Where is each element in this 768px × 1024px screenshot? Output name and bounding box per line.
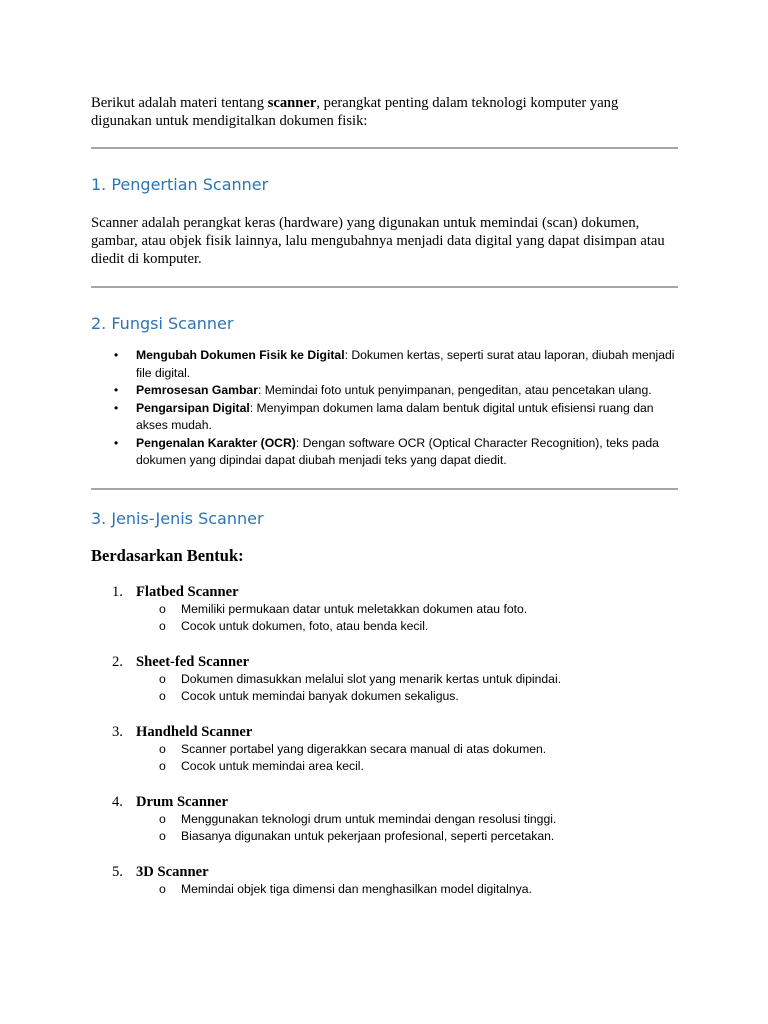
scanner-type-title: Handheld Scanner — [136, 723, 253, 740]
sub-list — [91, 881, 678, 899]
sub-list — [91, 811, 678, 846]
sub-list-item — [91, 758, 678, 776]
list-item-term: Pemrosesan Gambar — [136, 383, 258, 397]
sub-list-text: Cocok untuk memindai area kecil. — [181, 759, 364, 773]
bullet-icon: • — [114, 383, 119, 397]
list-item-term: Pengenalan Karakter (OCR) — [136, 435, 296, 450]
circle-bullet-icon: o — [159, 881, 166, 896]
sub-list-item — [91, 881, 678, 899]
sub-list-item — [91, 811, 678, 829]
sub-list-text: Memindai objek tiga dimensi dan menghasilkan model digitalnya. — [181, 881, 532, 896]
section-heading-jenis: 3. Jenis-Jenis Scanner — [91, 508, 264, 528]
list-item-desc: : Menyimpan dokumen lama dalam bentuk digital untuk efisiensi ruang dan akses mudah. — [136, 400, 654, 432]
scanner-types-list — [91, 583, 678, 899]
horizontal-rule — [91, 488, 678, 490]
list-item-term: Mengubah Dokumen Fisik ke Digital — [136, 348, 345, 362]
sub-list-item — [91, 601, 678, 619]
sub-list — [91, 601, 678, 636]
pengertian-paragraph: Scanner adalah perangkat keras (hardware) yang digunakan untuk memindai (scan) dokumen, gambar, atau objek fisik lainnya, lalu mengubahnya menjadi data digital yang dapat disimpan atau diedit di komputer. — [91, 215, 665, 267]
section-heading-pengertian: 1. Pengertian Scanner — [91, 175, 269, 194]
sub-list-text: Cocok untuk memindai banyak dokumen sekaligus. — [181, 689, 459, 703]
scanner-type-title: Drum Scanner — [136, 793, 229, 810]
scanner-type-item — [91, 723, 678, 776]
sub-list — [91, 671, 678, 706]
item-number: 4. — [112, 793, 123, 810]
list-item-desc: : Dokumen kertas, seperti surat atau laporan, diubah menjadi file digital. — [136, 348, 675, 380]
bullet-icon: • — [114, 348, 119, 362]
scanner-type-title: Sheet-fed Scanner — [136, 653, 250, 670]
intro-text-start: Berikut adalah materi tentang — [91, 95, 268, 111]
circle-bullet-icon: o — [159, 759, 166, 773]
fungsi-list — [91, 347, 678, 470]
scanner-type-item — [91, 793, 678, 846]
sub-list-text: Scanner portabel yang digerakkan secara manual di atas dokumen. — [181, 741, 547, 756]
sub-list-text: Cocok untuk dokumen, foto, atau benda kecil. — [181, 619, 429, 633]
list-item-term: Pengarsipan Digital — [136, 400, 250, 415]
sub-list-text: Biasanya digunakan untuk pekerjaan profesional, seperti percetakan. — [181, 829, 555, 843]
sub-list-text: Dokumen dimasukkan melalui slot yang menarik kertas untuk dipindai. — [181, 671, 562, 686]
list-item — [91, 400, 678, 435]
horizontal-rule — [91, 147, 678, 149]
list-item — [91, 435, 678, 470]
sub-list-text: Menggunakan teknologi drum untuk memindai dengan resolusi tinggi. — [181, 811, 557, 826]
sub-list — [91, 741, 678, 776]
list-item-desc: : Dengan software OCR (Optical Character Recognition), teks pada dokumen yang dipindai dapat diubah menjadi teks yang dapat diedit. — [136, 435, 659, 467]
item-number: 1. — [112, 583, 123, 600]
bullet-icon: • — [114, 400, 119, 415]
sub-list-text: Memiliki permukaan datar untuk meletakkan dokumen atau foto. — [181, 601, 528, 616]
subheading-berdasarkan-bentuk: Berdasarkan Bentuk: — [91, 545, 244, 565]
scanner-type-title: Flatbed Scanner — [136, 583, 239, 600]
circle-bullet-icon: o — [159, 671, 166, 686]
sub-list-item — [91, 688, 678, 706]
scanner-type-title: 3D Scanner — [136, 863, 209, 880]
sub-list-item — [91, 828, 678, 846]
scanner-type-item — [91, 583, 678, 636]
circle-bullet-icon: o — [159, 741, 166, 756]
circle-bullet-icon: o — [159, 619, 166, 633]
sub-list-item — [91, 741, 678, 759]
circle-bullet-icon: o — [159, 811, 166, 826]
list-item-desc: : Memindai foto untuk penyimpanan, pengeditan, atau pencetakan ulang. — [257, 383, 652, 397]
document-page — [91, 94, 678, 915]
circle-bullet-icon: o — [159, 689, 166, 703]
intro-paragraph — [91, 94, 678, 130]
item-number: 2. — [112, 653, 123, 670]
bullet-icon: • — [114, 435, 119, 450]
circle-bullet-icon: o — [159, 601, 166, 616]
item-number: 5. — [112, 863, 123, 880]
sub-list-item — [91, 671, 678, 689]
list-item — [91, 347, 678, 382]
horizontal-rule — [91, 286, 678, 288]
list-item — [91, 382, 678, 400]
circle-bullet-icon: o — [159, 829, 166, 843]
scanner-type-item — [91, 863, 678, 899]
item-number: 3. — [112, 723, 123, 740]
intro-bold-term: scanner — [267, 95, 317, 111]
intro-text-end: , perangkat penting dalam teknologi komputer yang digunakan untuk mendigitalkan dokumen fisik: — [91, 95, 619, 129]
sub-list-item — [91, 618, 678, 636]
scanner-type-item — [91, 653, 678, 706]
section-heading-fungsi: 2. Fungsi Scanner — [91, 314, 234, 333]
